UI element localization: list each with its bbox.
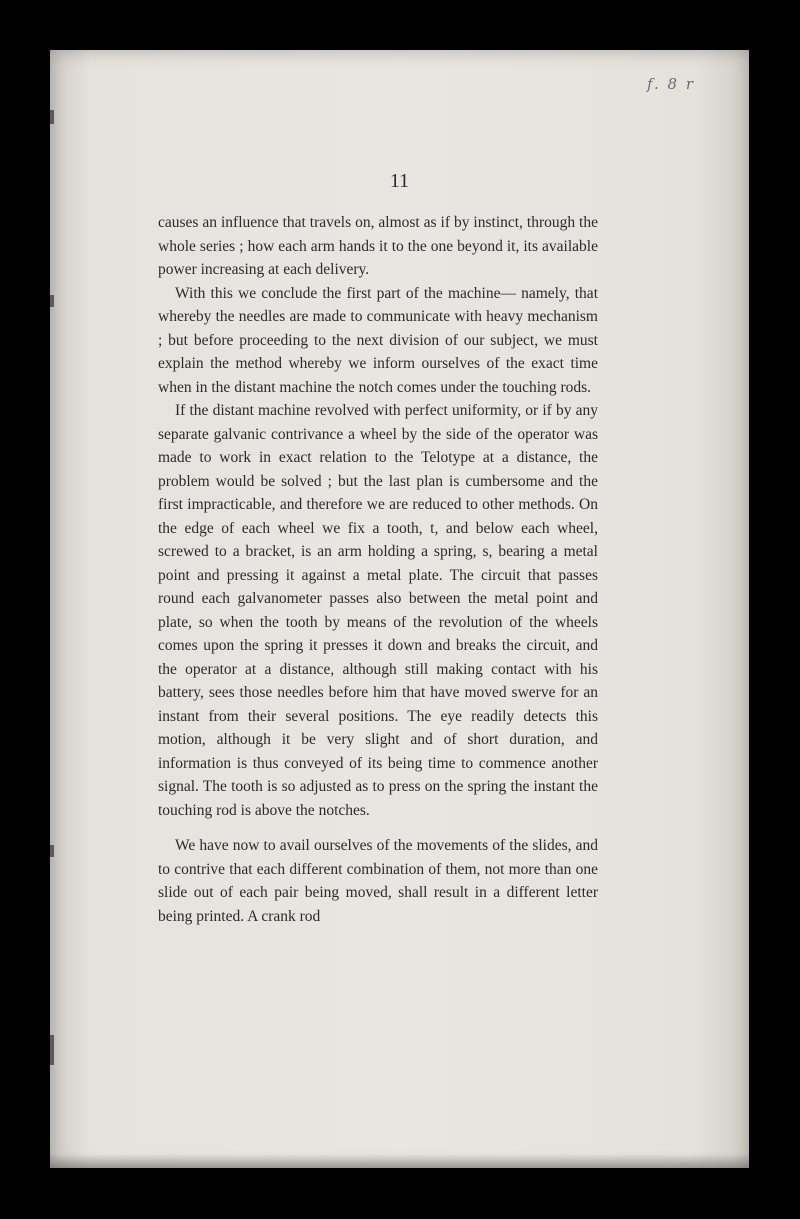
paragraph: If the distant machine revolved with perfect uniformity, or if by any separate galvanic contrivance a wheel by the side of the operator was made to work in exact relation to the Telotype at a distance, the problem would be solved ; but the last plan is cumbersome and the first impracticable, and therefore we are reduced to other methods. On the edge of each wheel we fix a tooth, t, and below each wheel, screwed to a bracket, is an arm holding a spring, s, bearing a metal point and pressing it against a metal plate. The circuit that passes round each galvanometer passes also between the metal point and plate, so when the tooth by means of the revolution of the wheels comes upon the spring it presses it down and breaks the circuit, and the operator at a distance, although still making contact with his battery, sees those needles before him that have moved swerve for an instant from their several positions. The eye readily detects this motion, although it be very slight and of short duration, and information is thus conveyed of its being time to commence another signal. The tooth is so adjusted as to press on the spring the instant the touching rod is above the notches. — [158, 402, 598, 819]
page-number: 11 — [389, 170, 410, 192]
body-text — [158, 211, 598, 928]
paragraph: causes an influence that travels on, almost as if by instinct, through the whole series ; how each arm hands it to the one beyond it, its available power increasing at each delivery. — [158, 214, 598, 278]
binding-mark — [50, 1035, 54, 1065]
binding-mark — [50, 845, 54, 857]
paragraph: We have now to avail ourselves of the movements of the slides, and to contrive that each different combination of them, not more than one slide out of each pair being moved, shall result in a different letter being printed. A crank rod — [158, 837, 598, 925]
binding-mark — [50, 295, 54, 307]
binding-mark — [50, 110, 54, 124]
book-page — [50, 50, 749, 1168]
page-edge-shadow — [50, 1154, 749, 1168]
folio-mark: f. 8 r — [647, 75, 696, 93]
paragraph: With this we conclude the first part of the machine— namely, that whereby the needles are made to communicate with heavy mechanism ; but before proceeding to the next division of our subject, we must explain the method whereby we inform ourselves of the exact time when in the distant machine the notch comes under the touching rods. — [158, 284, 598, 396]
